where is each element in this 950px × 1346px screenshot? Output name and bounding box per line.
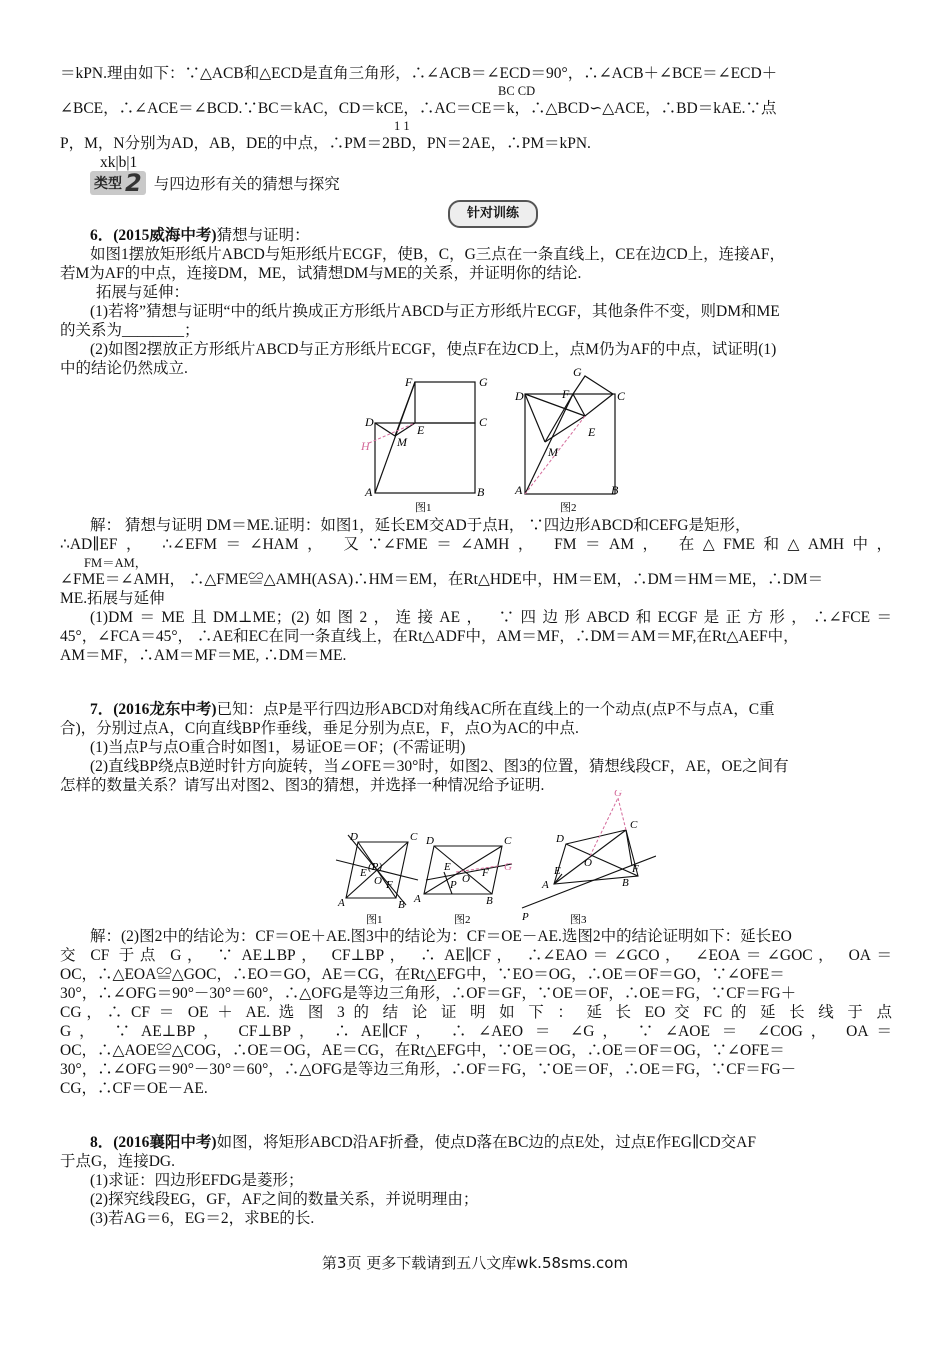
q8-text: 如图，将矩形ABCD沿AF折叠，使点D落在BC边的点E处，过点E作EG∥CD交AF [216,1134,756,1151]
q6-solution: ∠FME＝∠AMH， ∴△FME≌△AMH(ASA)∴HM＝EM，在Rt△HDE中，HM＝EM，∴DM＝HM＝ME，∴DM＝ [60,571,824,588]
type-label: 类型 [94,176,122,192]
q6-solution: 45°，∠FCA＝45°， ∴AE和EC在同一条直线上，在Rt△ADF中，AM＝MF，∴DM＝AM＝MF,在Rt△AEF中， [60,628,799,645]
svg-text:G: G [479,375,488,389]
svg-text:C: C [479,415,488,429]
q6-text: 若M为AF的中点，连接DM，ME，试猜想DM与ME的关系，并证明你的结论. [60,265,582,282]
svg-text:C: C [630,819,638,831]
svg-text:E: E [588,425,596,439]
q8-text: (3)若AG＝6，EG＝2，求BE的长. [90,1210,315,1227]
svg-text:G: G [504,861,512,873]
q8-heading [90,1133,892,1153]
svg-text:D: D [350,831,358,843]
q7-figures [326,790,656,926]
q6-solution: ME.拓展与延伸 [60,590,165,607]
q7-text: (1)当点P与点O重合时如图1，易证OE＝OF；(不需证明) [90,739,466,756]
svg-text:O: O [462,873,470,885]
svg-text:E: E [417,423,425,437]
svg-text:B: B [622,877,629,889]
svg-text:E: E [554,865,561,877]
svg-text:O: O [584,857,592,869]
q7-text: (2)直线BP绕点B逆时针方向旋转，当∠OFE＝30°时，如图2、图3的位置，猜想线段CF，AE，OE之间有 [90,758,789,775]
q8-text: (1)求证：四边形EFDG是菱形； [90,1172,304,1189]
q7-heading [90,700,892,720]
figure-caption: 图3 [570,914,587,926]
q6-text: (2)如图2摆放正方形纸片ABCD与正方形纸片ECGF，使点F在边CD上，点M仍为AF的中点，试证明(1) [90,341,777,358]
q6-text: (1)若将”猜想与证明“中的纸片换成正方形纸片ABCD与正方形纸片ECGF，其他条件不变，则DM和ME [90,303,780,320]
svg-text:H: H [361,439,370,453]
svg-text:D: D [556,833,564,845]
q7-solution: OC，∴△AOE≌△COG，∴OE＝OG，AE＝CG，在Rt△EFG中，∵OE＝OG，∴OE＝OF＝OG，∵∠OFE＝ [60,1042,785,1059]
q7-solution: 解：(2)图2中的结论为：CF＝OE＋AE.图3中的结论为：CF＝OE－AE.选图2中的结论证明如下：延长EO [90,928,792,945]
svg-text:C: C [504,835,512,847]
svg-text:D: D [426,835,434,847]
q7-source: (2016龙东中考) [113,701,217,718]
q7-solution: OC，∴△EOA≌△GOC，∴EO＝GO，AE＝CG，在Rt△EFG中，∵EO＝OG，∴OE＝OF＝GO，∵∠OFE＝ [60,966,785,983]
svg-text:A: A [365,485,373,499]
q7-text: 怎样的数量关系？请写出对图2、图3的猜想，并选择一种情况给予证明. [60,777,545,794]
svg-text:(P): (P) [368,861,383,873]
q7-solution: 交 CF 于点 G， ∵ AE⊥BP， CF⊥BP， ∴ AE∥CF， ∴∠EAO＝∠GCO， ∠EOA＝∠GOC， OA＝ [60,947,892,964]
q6-text: 拓展与延伸： [96,284,190,301]
q6-source: (2015威海中考) [113,227,217,244]
fraction-numerators: 1 1 [394,119,410,133]
svg-text:F: F [562,387,570,401]
svg-text:B: B [477,485,485,499]
svg-text:G: G [614,790,622,799]
svg-text:M: M [548,445,558,459]
q6-number: 6． [90,227,114,244]
svg-text:F: F [405,375,413,389]
svg-text:M: M [397,435,407,449]
q6-heading-text: 猜想与证明： [216,227,310,244]
svg-text:B: B [611,483,619,497]
svg-text:B: B [486,895,493,907]
q8-text: (2)探究线段EG，GF，AF之间的数量关系，并说明理由； [90,1191,479,1208]
q7-solution: 30°，∴∠OFG＝90°－30°＝60°，∴△OFG是等边三角形，∴OF＝GF，∵OE＝OF，∴OE＝FG，∵CF＝FG＋ [60,985,797,1002]
q7-solution: CG，∴CF＝OE－AE. [60,1080,208,1097]
svg-text:E: E [360,867,367,879]
svg-text:F: F [482,867,489,879]
q8-text: 于点G，连接DG. [60,1153,175,1170]
svg-text:A: A [515,483,523,497]
svg-text:C: C [617,389,625,403]
q7-solution: G， ∵ AE⊥BP， CF⊥BP， ∴ AE∥CF， ∴ ∠AEO ＝ ∠G， ∵ ∠AOE ＝ ∠COG， OA＝ [60,1023,892,1040]
watermark-text: xk|b|1 [100,154,138,171]
q6-solution: 解： 猜想与证明 DM＝ME.证明：如图1，延长EM交AD于点H， ∵四边形ABCD和CEFG是矩形， [90,517,751,534]
type-label-badge [90,171,146,195]
figure-caption: 图2 [454,914,471,926]
svg-text:F: F [386,879,393,891]
text-line: ∠BCE，∴∠ACE＝∠BCD.∵BC＝kAC，CD＝kCE，∴AC＝CE＝k，∴△BCD∽△ACE，∴BD＝kAE.∵点 [60,100,777,117]
text-line: ＝kPN.理由如下：∵△ACB和△ECD是直角三角形，∴∠ACB＝∠ECD＝90°，∴∠ACB＋∠BCE＝∠ECD＋ [60,65,778,82]
q6-text: 中的结论仍然成立. [60,360,188,377]
svg-text:E: E [444,861,451,873]
figure-caption: 图1 [415,502,432,514]
q8-source: (2016襄阳中考) [113,1134,217,1151]
figure-caption: 图1 [366,914,383,926]
type-number: 2 [125,169,142,197]
svg-text:A: A [542,879,549,891]
svg-text:D: D [365,415,374,429]
section-type-badge [90,171,340,195]
svg-text:A: A [414,893,421,905]
svg-text:B: B [398,899,405,911]
q7-number: 7． [90,701,114,718]
svg-text:P: P [450,879,457,891]
svg-text:G: G [573,368,582,379]
q6-solution: ∴AD∥EF， ∴∠EFM＝∠HAM， 又∵∠FME＝∠AMH， FM＝AM， 在△FME和△AMH中， [60,536,892,553]
q7-solution: CG，∴ CF ＝ OE ＋ AE. 选 图 3 的 结 论 证 明 如 下 ： 延 长 EO 交 FC 的 延 长 线 于 点 [60,1004,892,1021]
q6-text: 的关系为________； [60,322,200,339]
svg-text:O: O [374,875,382,887]
q6-text: 如图1摆放矩形纸片ABCD与矩形纸片ECGF，使B，C，G三点在一条直线上，CE在边CD上，连接AF， [90,246,785,263]
q6-solution: FM＝AM， [84,556,148,570]
q6-figures [355,368,625,516]
q6-solution: AM＝MF，∴AM＝MF＝ME, ∴DM＝ME. [60,647,347,664]
svg-text:F: F [632,863,639,875]
drill-banner: 针对训练 [448,200,538,228]
page-footer: 第3页 更多下载请到五八文库wk.58sms.com [321,1254,629,1272]
q7-text: 合)，分别过点A，C向直线BP作垂线，垂足分别为点E，F，点O为AC的中点. [60,720,579,737]
figure-caption: 图2 [560,502,577,514]
text-line: P，M，N分别为AD，AB，DE的中点，∴PM＝2BD，PN＝2AE，∴PM＝kPN. [60,135,591,152]
q7-text: 已知：点P是平行四边形ABCD对角线AC所在直线上的一个动点(点P不与点A，C重 [216,701,775,718]
q6-heading [90,226,892,246]
section-title: 与四边形有关的猜想与探究 [153,176,340,193]
q7-solution: 30°，∴∠OFG＝90°－30°＝60°，∴△OFG是等边三角形，∴OF＝FG，∵OE＝OF，∴OE＝FG，∵CF＝FG－ [60,1061,797,1078]
q6-solution: (1)DM＝ME且DM⊥ME；(2)如图2，连接AE， ∵四边形ABCD和ECGF是正方形，∴∠FCE＝ [90,609,892,626]
q8-number: 8． [90,1134,114,1151]
svg-text:P: P [522,911,529,923]
svg-text:C: C [410,831,418,843]
svg-text:A: A [338,897,345,909]
fraction-numerators: BC CD [498,84,536,98]
svg-text:D: D [515,389,524,403]
